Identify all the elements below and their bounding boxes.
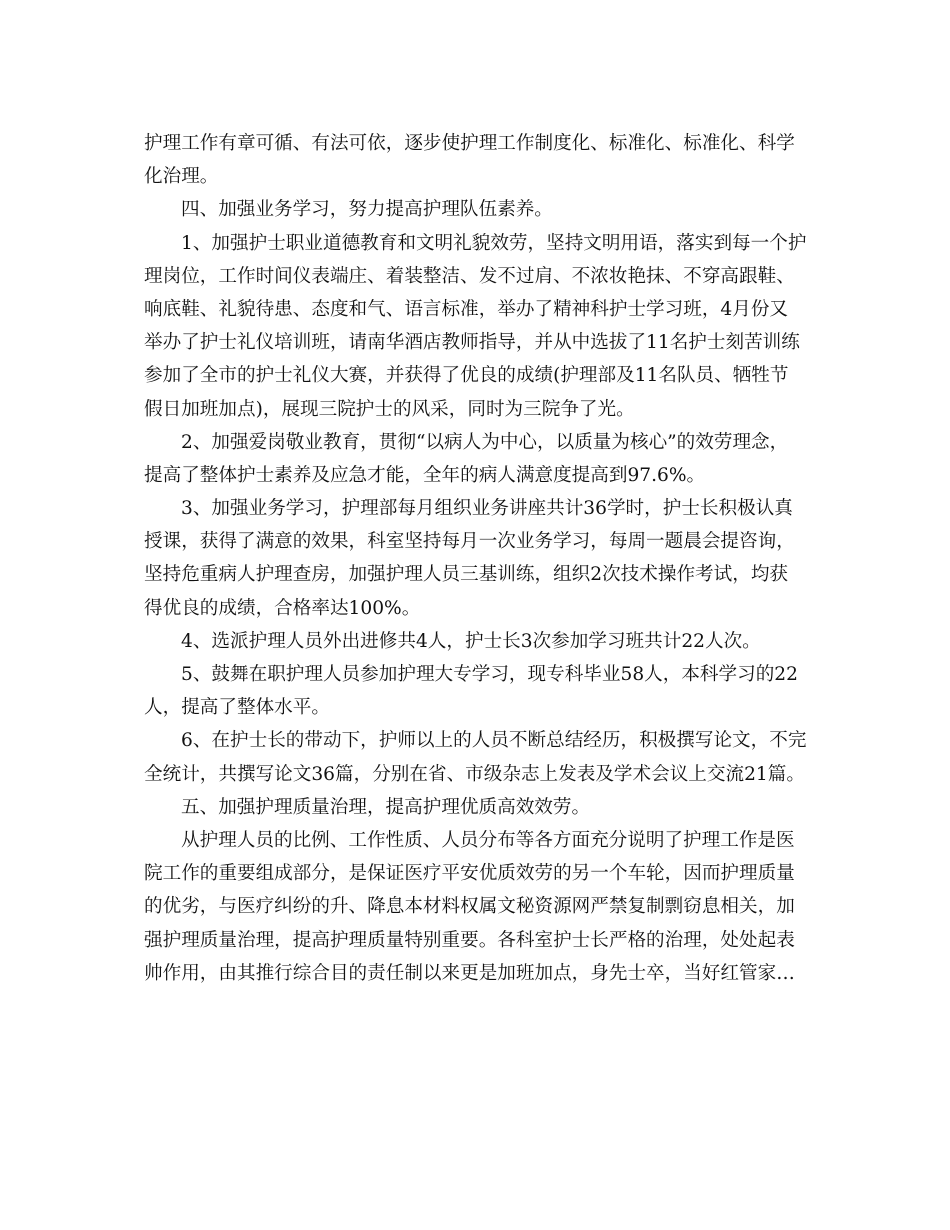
text-line: 响底鞋、礼貌待患、态度和气、语言标准，举办了精神科护士学习班，4月份又 [144,298,789,320]
text-line: 举办了护士礼仪培训班，请南华酒店教师指导，并从中选拔了11名护士刻苦训练 [144,332,800,354]
section-heading: 四、加强业务学习，努力提高护理队伍素养。 [181,199,553,221]
text-line: 5、鼓舞在职护理人员参加护理大专学习，现专科毕业58人，本科学习的22 [181,664,798,685]
text-line: 授课，获得了满意的效果，科室坚持每月一次业务学习，每周一题晨会提咨询， [144,531,795,553]
text-line: 理岗位，工作时间仪表端庄、着装整洁、发不过肩、不浓妆艳抹、不穿高跟鞋、 [144,265,795,287]
text-line: 强护理质量治理，提高护理质量特别重要。各科室护士长严格的治理，处处起表 [144,929,795,951]
text-line: 提高了整体护士素养及应急才能，全年的病人满意度提高到97.6%。 [144,464,706,486]
text-line: 3、加强业务学习，护理部每月组织业务讲座共计36学时，护士长积极认真 [181,498,793,520]
text-line: 1、加强护士职业道德教育和文明礼貌效劳，坚持文明用语，落实到每一个护 [181,232,807,254]
text-line: 院工作的重要组成部分，是保证医疗平安优质效劳的另一个车轮，因而护理质量 [144,863,795,885]
document-body [144,127,806,990]
text-line: 4、选派护理人员外出进修共4人，护士长3次参加学习班共计22人次。 [181,630,761,652]
text-line: 坚持危重病人护理查房，加强护理人员三基训练，组织2次技术操作考试，均获 [144,564,789,586]
text-line: 6、在护士长的带动下，护师以上的人员不断总结经历，积极撰写论文，不完 [181,730,807,752]
text-line: 假日加班加点)，展现三院护士的风采，同时为三院争了光。 [144,398,635,420]
section-heading: 五、加强护理质量治理，提高护理优质高效效劳。 [181,796,591,818]
text-line: 护理工作有章可循、有法可依，逐步使护理工作制度化、标准化、标准化、科学 [144,133,795,154]
text-line: 2、加强爱岗敬业教育，贯彻“以病人为中心，以质量为核心”的效劳理念， [181,431,789,453]
text-line: 参加了全市的护士礼仪大赛，并获得了优良的成绩(护理部及11名队员、牺牲节 [144,365,789,387]
text-line: 帅作用，由其推行综合目的责任制以来更是加班加点，身先士卒，当好红管家… [144,962,795,984]
text-line: 的优劣，与医疗纠纷的升、降息本材料权属文秘资源网严禁复制剽窃息相关，加 [144,896,795,918]
text-line: 全统计，共撰写论文36篇，分别在省、市级杂志上发表及学术会议上交流21篇。 [144,763,805,785]
text-line: 从护理人员的比例、工作性质、人员分布等各方面充分说明了护理工作是医 [181,829,795,851]
text-line: 人，提高了整体水平。 [144,697,330,719]
text-line: 化治理。 [144,166,219,188]
text-line: 得优良的成绩，合格率达100%。 [144,597,421,619]
